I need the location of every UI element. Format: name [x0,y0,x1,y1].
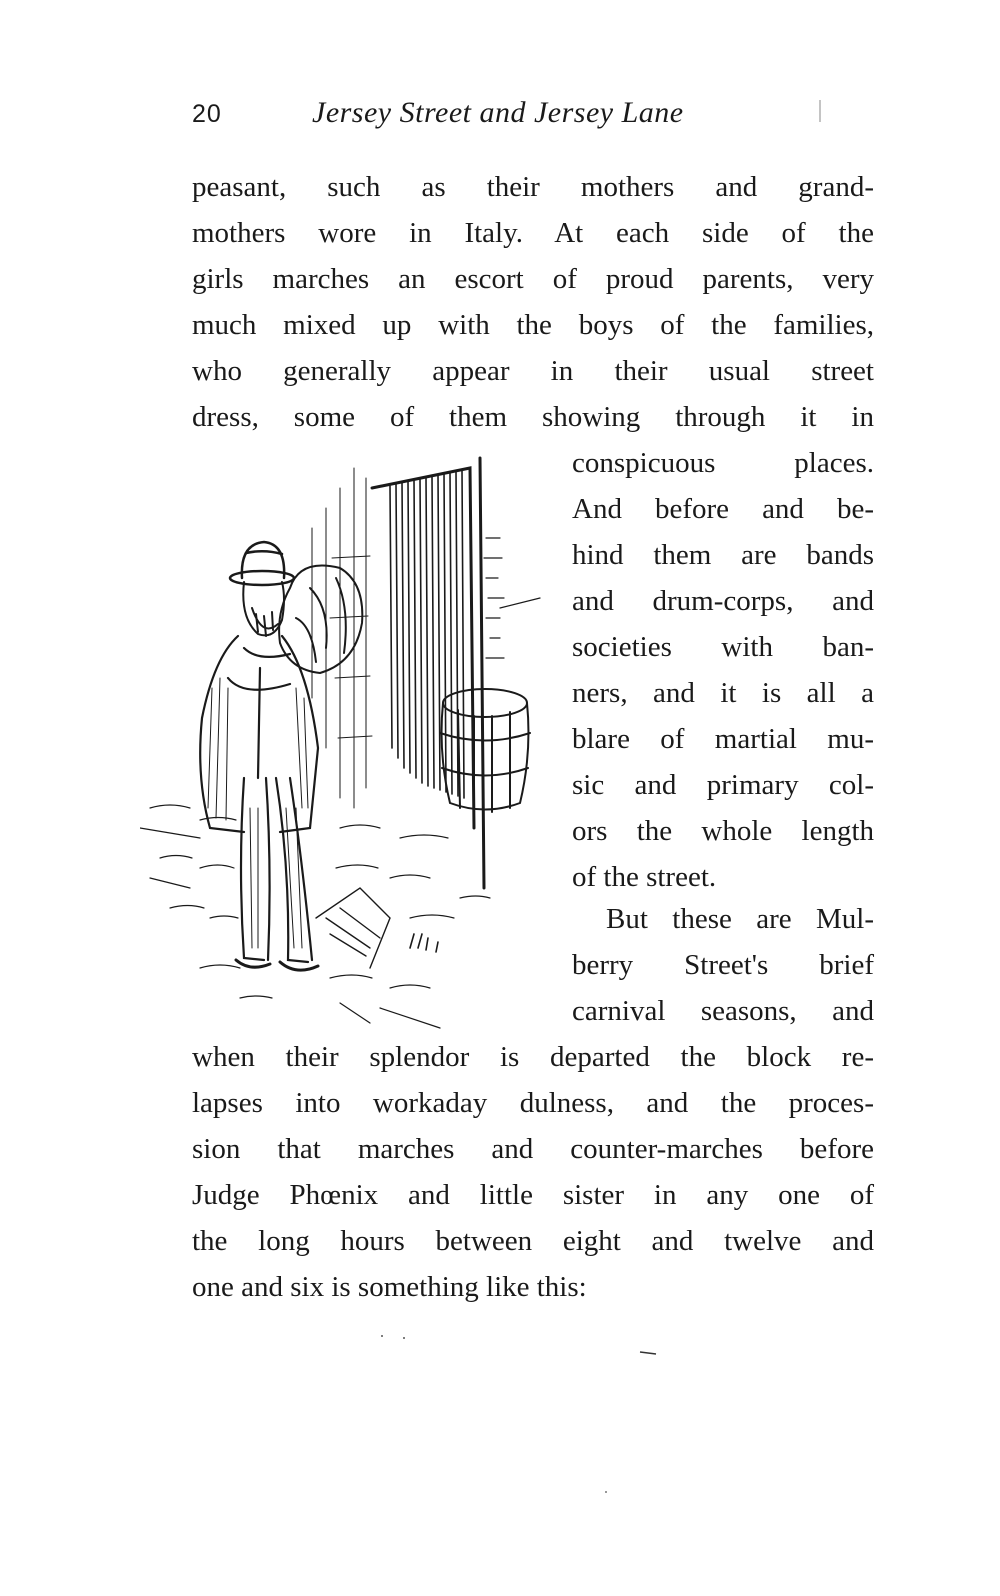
text-line: one and six is something like this: [192,1271,587,1303]
illustration [140,448,560,1038]
page-number: 20 [192,100,222,128]
running-title: Jersey Street and Jersey Lane [312,96,684,129]
text-line: carnival seasons, and [572,995,874,1027]
text-line: But these are Mul- [606,903,874,935]
text-line: much mixed up with the boys of the families, [192,309,874,341]
text-line: conspicuous places. [572,447,874,479]
text-line: lapses into workaday dulness, and the proces- [192,1087,874,1119]
text-line: who generally appear in their usual street [192,355,874,387]
text-line: the long hours between eight and twelve and [192,1225,874,1257]
text-line: when their splendor is departed the block re- [192,1041,874,1073]
text-line: peasant, such as their mothers and grand- [192,171,874,203]
text-line: dress, some of them showing through it in [192,401,874,433]
text-line: And before and be- [572,493,874,525]
text-line: ners, and it is all a [572,677,874,709]
text-line: blare of martial mu- [572,723,874,755]
text-line: sion that marches and counter-marches before [192,1133,874,1165]
text-line: and drum-corps, and [572,585,874,617]
text-line: hind them are bands [572,539,874,571]
text-line: girls marches an escort of proud parents, very [192,263,874,295]
text-line: of the street. [572,861,717,893]
text-line: societies with ban- [572,631,874,663]
text-line: Judge Phœnix and little sister in any one of [192,1179,874,1211]
text-line: mothers wore in Italy. At each side of the [192,217,874,249]
text-line: berry Street's brief [572,949,874,981]
text-line: ors the whole length [572,815,874,847]
page-header [192,96,872,136]
text-line: sic and primary col- [572,769,874,801]
